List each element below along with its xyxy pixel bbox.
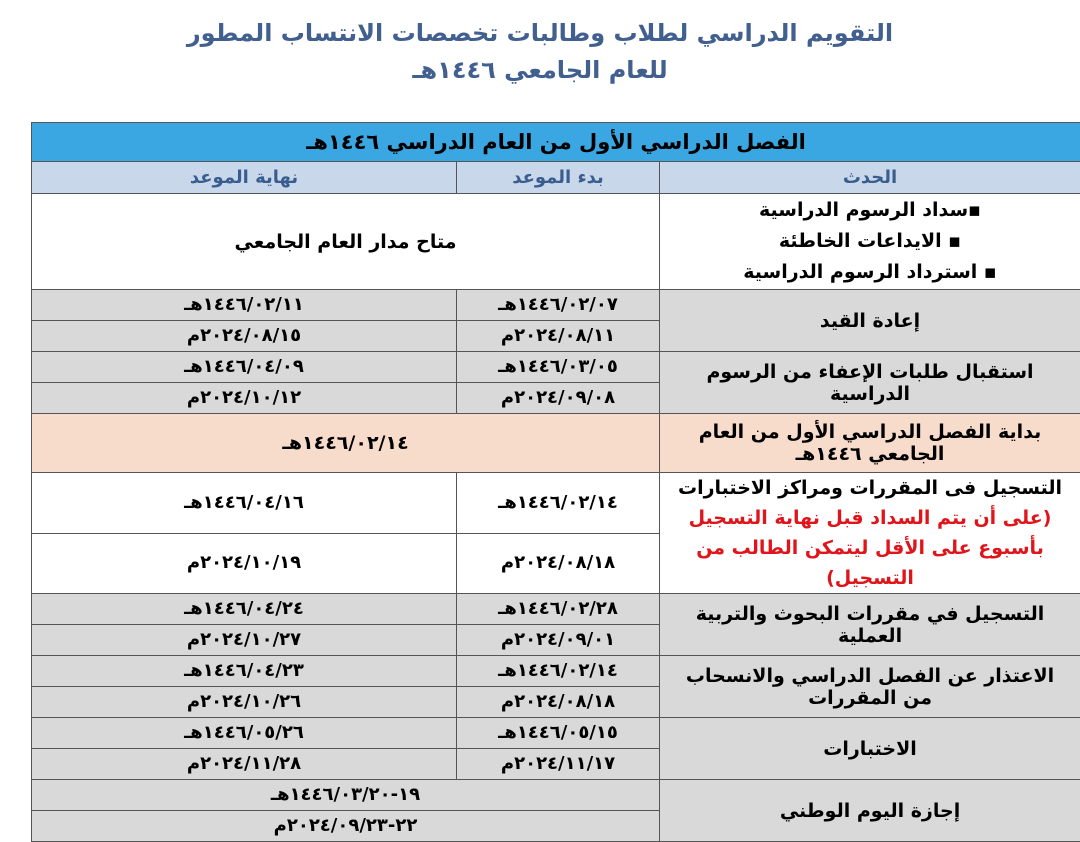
- column-header-end: نهاية الموعد: [32, 162, 457, 194]
- start-date: ١٤٤٦/٠٢/١٤هـ: [457, 656, 660, 687]
- start-date: ٢٠٢٤/٠٩/٠١م: [457, 625, 660, 656]
- fees-items-cell: [660, 194, 1080, 290]
- end-date: ٢٠٢٤/١١/٢٨م: [32, 749, 457, 780]
- list-item: ▪سداد الرسوم الدراسية: [670, 195, 1070, 226]
- availability-cell: متاح مدار العام الجامعي: [32, 194, 660, 290]
- end-date: ١٤٤٦/٠٤/٢٤هـ: [32, 594, 457, 625]
- event-withdrawal: الاعتذار عن الفصل الدراسي والانسحاب من المقررات: [660, 656, 1080, 718]
- end-date: ١٤٤٦/٠٤/٢٣هـ: [32, 656, 457, 687]
- registration-text: التسجيل فى المقررات ومراكز الاختبارات: [678, 477, 1062, 499]
- start-date: ٢٠٢٤/١١/١٧م: [457, 749, 660, 780]
- list-item: ▪ الايداعات الخاطئة: [670, 226, 1070, 257]
- calendar-title: التقويم الدراسي لطلاب وطالبات تخصصات الانتساب المطور: [0, 18, 1080, 48]
- event-research-registration: التسجيل في مقررات البحوث والتربية العملية: [660, 594, 1080, 656]
- semester-start-date: ١٤٤٦/٠٢/١٤هـ: [32, 414, 660, 473]
- semester-header: الفصل الدراسي الأول من العام الدراسي ١٤٤٦هـ: [32, 123, 1080, 162]
- column-header-event: الحدث: [660, 162, 1080, 194]
- event-registration: [660, 473, 1080, 594]
- event-semester-start: بداية الفصل الدراسي الأول من العام الجامعي ١٤٤٦هـ: [660, 414, 1080, 473]
- start-date: ٢٠٢٤/٠٩/٠٨م: [457, 383, 660, 414]
- end-date: ١٤٤٦/٠٤/٠٩هـ: [32, 352, 457, 383]
- event-exams: الاختبارات: [660, 718, 1080, 780]
- academic-calendar-table: [31, 122, 1080, 842]
- end-date: ٢٠٢٤/٠٨/١٥م: [32, 321, 457, 352]
- end-date: ٢٠٢٤/١٠/١٢م: [32, 383, 457, 414]
- start-date: ١٤٤٦/٠٢/١٤هـ: [457, 473, 660, 534]
- end-date: ٢٠٢٤/١٠/٢٦م: [32, 687, 457, 718]
- list-item: ▪ استرداد الرسوم الدراسية: [670, 257, 1070, 288]
- national-day-greg: ٢٢-٢٠٢٤/٠٩/٢٣م: [32, 811, 660, 842]
- end-date: ١٤٤٦/٠٢/١١هـ: [32, 290, 457, 321]
- event-fee-exemption: استقبال طلبات الإعفاء من الرسوم الدراسية: [660, 352, 1080, 414]
- start-date: ٢٠٢٤/٠٨/١١م: [457, 321, 660, 352]
- end-date: ٢٠٢٤/١٠/٢٧م: [32, 625, 457, 656]
- end-date: ٢٠٢٤/١٠/١٩م: [32, 533, 457, 594]
- end-date: ١٤٤٦/٠٥/٢٦هـ: [32, 718, 457, 749]
- start-date: ١٤٤٦/٠٣/٠٥هـ: [457, 352, 660, 383]
- start-date: ٢٠٢٤/٠٨/١٨م: [457, 687, 660, 718]
- event-reenrollment: إعادة القيد: [660, 290, 1080, 352]
- end-date: ١٤٤٦/٠٤/١٦هـ: [32, 473, 457, 534]
- registration-note: (على أن يتم السداد قبل نهاية التسجيل بأسبوع على الأقل ليتمكن الطالب من التسجيل): [689, 507, 1052, 589]
- event-national-day: إجازة اليوم الوطني: [660, 780, 1080, 842]
- start-date: ٢٠٢٤/٠٨/١٨م: [457, 533, 660, 594]
- column-header-start: بدء الموعد: [457, 162, 660, 194]
- national-day-hijri: ١٩-١٤٤٦/٠٣/٢٠هـ: [32, 780, 660, 811]
- start-date: ١٤٤٦/٠٢/٠٧هـ: [457, 290, 660, 321]
- calendar-subtitle: للعام الجامعي ١٤٤٦هـ: [0, 55, 1080, 85]
- start-date: ١٤٤٦/٠٥/١٥هـ: [457, 718, 660, 749]
- start-date: ١٤٤٦/٠٢/٢٨هـ: [457, 594, 660, 625]
